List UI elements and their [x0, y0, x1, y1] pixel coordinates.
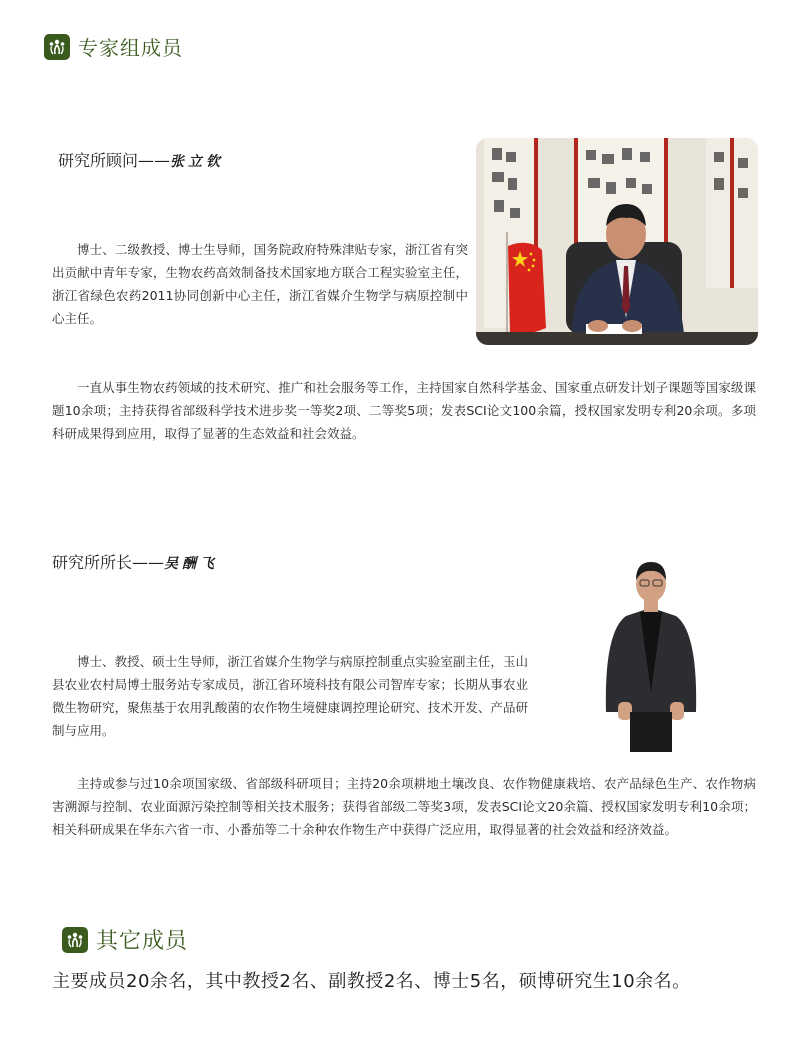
experts-section-title: 专家组成员: [78, 36, 183, 60]
advisor-bio: 博士、二级教授、博士生导师，国务院政府特殊津贴专家，浙江省有突出贡献中青年专家，生物农药高效制备技术国家地方联合工程实验室主任，浙江省绿色农药2011协同创新中心主任，浙江省媒介生物学与病原控制中心主任。: [52, 242, 468, 326]
director-bio: 博士、教授、硕士生导师，浙江省媒介生物学与病原控制重点实验室副主任，玉山县农业农村局博士服务站专家成员，浙江省环境科技有限公司智库专家；长期从事农业微生物研究，聚焦基于农用乳酸菌的农作物生境健康调控理论研究、技术开发、产品研制与应用。: [52, 654, 528, 738]
director-role-line: [52, 550, 218, 573]
director-work: 主持或参与过10余项国家级、省部级科研项目；主持20余项耕地土壤改良、农作物健康栽培、农产品绿色生产、农作物病害溯源与控制、农业面源污染控制等相关技术服务；获得省部级二等奖3项，发表SCI论文20余篇、授权国家发明专利10余项；相关科研成果在华东六省一市、小番茄等二十余种农作物生产中获得广泛应用，取得显著的社会效益和经济效益。: [52, 776, 756, 837]
people-logo-icon: [44, 34, 70, 60]
advisor-role-line: [58, 148, 224, 171]
advisor-role-label: 研究所顾问——: [58, 151, 171, 170]
people-logo-icon: [62, 927, 88, 953]
advisor-photo: [476, 138, 758, 345]
others-summary: 主要成员20余名，其中教授2名、副教授2名、博士5名，硕博研究生10余名。: [52, 971, 691, 992]
advisor-work: 一直从事生物农药领域的技术研究、推广和社会服务等工作，主持国家自然科学基金、国家重点研发计划子课题等国家级课题10余项；主持获得省部级科学技术进步奖一等奖2项、二等奖5项；发表SCI论文100余篇，授权国家发明专利20余项。多项科研成果得到应用，取得了显著的生态效益和社会效益。: [52, 380, 756, 441]
others-section-title: 其它成员: [96, 929, 189, 954]
director-photo: [596, 552, 706, 752]
others-section-heading: [62, 924, 188, 955]
advisor-name: 张立钦: [170, 154, 225, 170]
experts-section-heading: [44, 32, 183, 61]
director-name: 吴酬飞: [164, 556, 219, 572]
director-role-label: 研究所所长——: [52, 553, 165, 572]
